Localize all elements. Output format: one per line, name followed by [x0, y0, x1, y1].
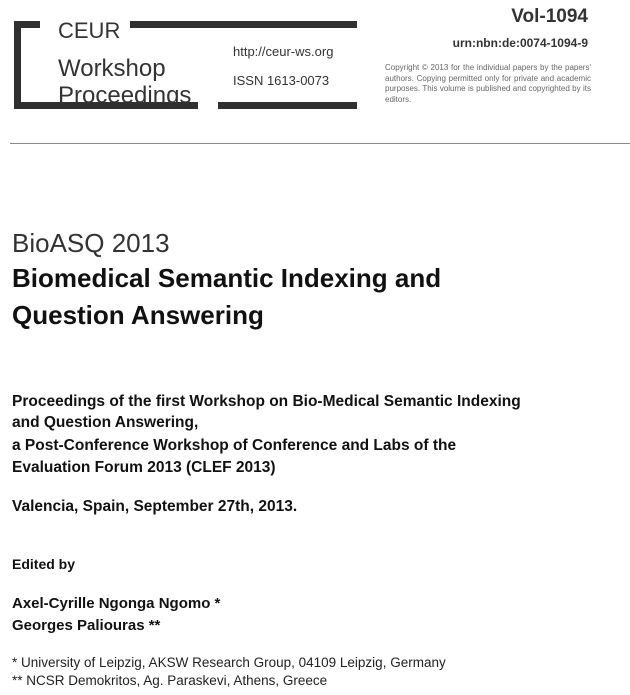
header-divider: [10, 143, 630, 144]
editor-1: Axel-Cyrille Ngonga Ngomo *: [12, 595, 221, 612]
subtitle-line-2: and Question Answering,: [12, 414, 199, 431]
venue-date: Valencia, Spain, September 27th, 2013.: [12, 498, 298, 515]
volume-number: Vol-1094: [511, 6, 588, 27]
subtitle-line-1: Proceedings of the first Workshop on Bio-Medical Semantic Indexing: [12, 393, 521, 410]
editor-2: Georges Paliouras **: [12, 617, 161, 634]
affiliation-2: ** NCSR Demokritos, Ag. Paraskevi, Athens, Greece: [12, 673, 328, 688]
affiliation-1: * University of Leipzig, AKSW Research Group, 04109 Leipzig, Germany: [12, 655, 446, 670]
subtitle-line-3: a Post-Conference Workshop of Conference and Labs of the: [12, 437, 457, 454]
logo-proceedings: Proceedings: [58, 82, 192, 109]
issn: ISSN 1613-0073: [233, 73, 330, 88]
copyright-notice: Copyright © 2013 for the individual papers by the papers' authors. Copying permitted only for private and academic purposes. This volume is published and copyrighted by its editors.: [385, 63, 591, 104]
logo-frame-gap-bottom: [198, 101, 218, 113]
subtitle-line-4: Evaluation Forum 2013 (CLEF 2013): [12, 459, 276, 476]
urn: urn:nbn:de:0074-1094-9: [452, 36, 588, 50]
title-line-1: BioASQ 2013: [12, 228, 170, 258]
logo-ceur: CEUR: [58, 18, 121, 43]
edited-by-label: Edited by: [12, 556, 76, 572]
title-line-3: Question Answering: [12, 300, 264, 330]
ceur-url: http://ceur-ws.org: [233, 44, 334, 59]
title-line-2: Biomedical Semantic Indexing and: [12, 263, 442, 293]
logo-workshop: Workshop: [58, 55, 166, 82]
